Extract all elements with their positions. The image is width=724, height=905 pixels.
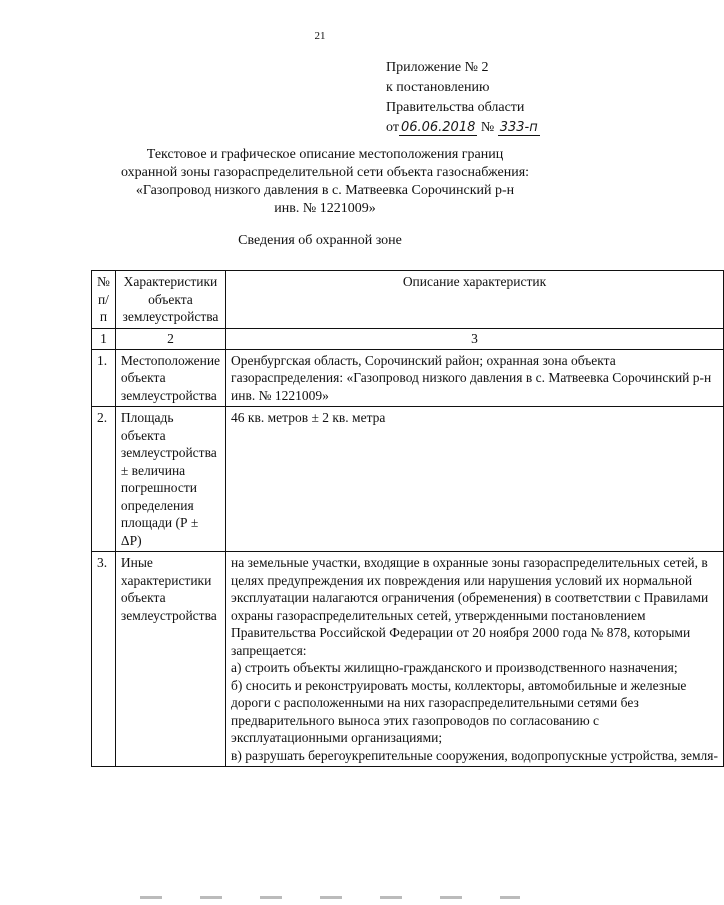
appendix-line-1: Приложение № 2 <box>386 60 489 75</box>
section-title: Сведения об охранной зоне <box>238 233 402 248</box>
table-header-row <box>92 271 724 329</box>
row-characteristic: Местоположение объекта землеустройства <box>115 349 225 407</box>
index-cell-2: 2 <box>115 328 225 349</box>
restriction-item-b: б) сносить и реконструировать мосты, коллекторы, автомобильные и железные дороги с расположенными на них газораспределительными сетями без предварительного выноса этих газопроводов по согласованию с эксплуатационными организациями; <box>231 677 687 745</box>
row-description: 46 кв. метров ± 2 кв. метра <box>226 407 724 552</box>
row-num: 1. <box>92 349 116 407</box>
number-value: 333-п <box>499 120 538 135</box>
title-line-2: охранной зоны газораспределительной сети объекта газоснабжения: <box>120 165 530 180</box>
row-characteristic: Площадь объекта землеустройства ± величина погрешности определения площади (Р ± ΔР) <box>115 407 225 552</box>
number-prefix: № <box>480 120 495 135</box>
date-value: 06.06.2018 <box>400 120 476 135</box>
appendix-line-3: Правительства области <box>386 100 525 115</box>
row-num: 3. <box>92 552 116 767</box>
table-index-row <box>92 328 724 349</box>
title-line-4: инв. № 1221009» <box>274 201 376 216</box>
date-prefix: от <box>386 120 399 135</box>
title-line-1: Текстовое и графическое описание местоположения границ <box>146 147 504 162</box>
document-title <box>90 146 560 218</box>
table-row <box>92 552 724 767</box>
header-num: № п/п <box>92 271 116 329</box>
protection-zone-table <box>91 270 724 767</box>
table-row <box>92 349 724 407</box>
index-cell-1: 1 <box>92 328 116 349</box>
index-cell-3: 3 <box>226 328 724 349</box>
row-num: 2. <box>92 407 116 552</box>
restriction-item-a: а) строить объекты жилищно-гражданского и производственного назначения; <box>231 660 678 675</box>
row-characteristic: Иные характеристики объекта землеустройства <box>115 552 225 767</box>
appendix-line-2: к постановлению <box>386 80 490 95</box>
appendix-block <box>386 58 626 138</box>
restriction-item-c: в) разрушать берегоукрепительные сооружения, водопропускные устройства, земля- <box>231 747 718 763</box>
title-line-3: «Газопровод низкого давления в с. Матвеевка Сорочинский р-н <box>135 183 515 198</box>
header-characteristic: Характеристики объекта землеустройства <box>115 271 225 329</box>
scan-bottom-artifact <box>140 896 520 899</box>
appendix-date-line <box>386 118 626 138</box>
table-row <box>92 407 724 552</box>
row-description: Оренбургская область, Сорочинский район; охранная зона объекта газораспределения: «Газопровод низкого давления в с. Матвеевка Сорочинский р-н инв. № 1221009» <box>226 349 724 407</box>
header-description: Описание характеристик <box>226 271 724 329</box>
restriction-intro: на земельные участки, входящие в охранные зоны газораспределительных сетей, в целях предупреждения их повреждения или нарушения условий их нормальной эксплуатации налагаются ограничения (обременения) в соответствии с Правилами охраны газораспределительных сетей, утвержденными постановлением Правительства Российской Федерации от 20 ноября 2000 года № 878, которыми запрещается: <box>231 555 709 658</box>
page-number: 21 <box>314 30 326 42</box>
row-description <box>226 552 724 767</box>
